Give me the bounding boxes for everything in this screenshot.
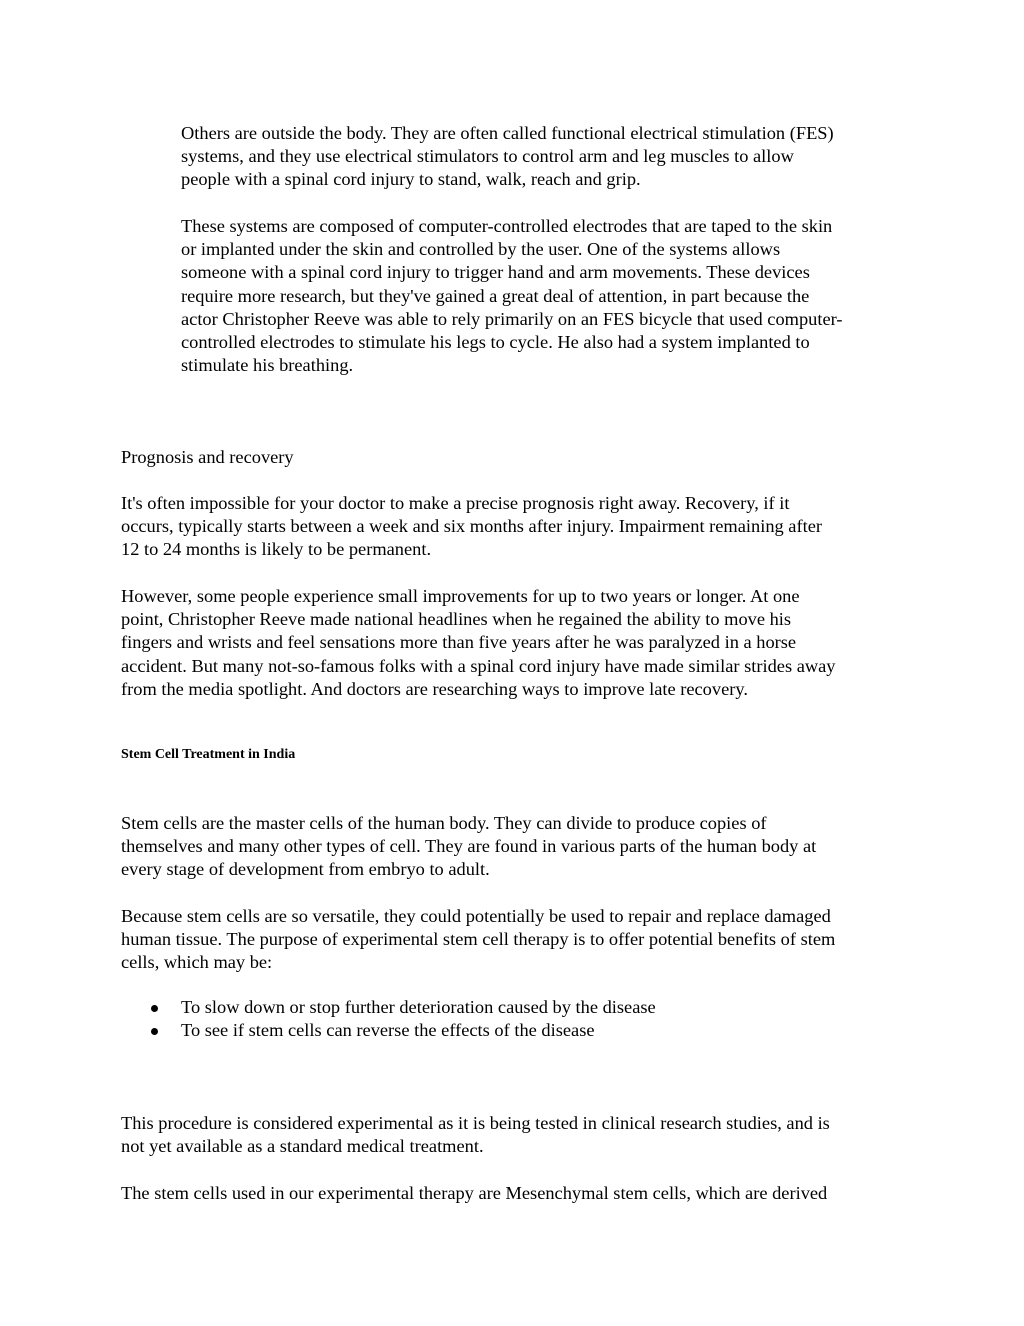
heading-prognosis (121, 446, 294, 469)
paragraph-fes-outside-body (181, 122, 834, 192)
paragraph-prognosis-2 (121, 585, 836, 701)
text-line: systems, and they use electrical stimulators to control arm and leg muscles to allow (181, 146, 794, 167)
bullet-icon (151, 1028, 158, 1035)
text-line: Because stem cells are so versatile, they could potentially be used to repair and replace damaged (121, 906, 831, 926)
text-line: every stage of development from embryo to adult. (121, 859, 490, 880)
heading-text: Stem Cell Treatment in India (121, 747, 296, 762)
text-line: accident. But many not-so-famous folks with a spinal cord injury have made similar strides away (121, 655, 836, 676)
text-line: themselves and many other types of cell. They are found in various parts of the human body at (121, 836, 817, 857)
paragraph-mesenchymal (121, 1182, 827, 1205)
text-line: However, some people experience small improvements for up to two years or longer. At one (121, 586, 800, 606)
list-item-text: To see if stem cells can reverse the effects of the disease (181, 1020, 595, 1040)
text-line: These systems are composed of computer-controlled electrodes that are taped to the skin (181, 216, 833, 236)
paragraph-stem-cells-versatile (121, 905, 835, 975)
text-line: someone with a spinal cord injury to trigger hand and arm movements. These devices (181, 262, 810, 283)
text-line: occurs, typically starts between a week and six months after injury. Impairment remaining after (121, 516, 822, 537)
text-line: people with a spinal cord injury to stand, walk, reach and grip. (181, 169, 641, 190)
text-line: It's often impossible for your doctor to make a precise prognosis right away. Recovery, if it (121, 493, 790, 513)
list-item-text: To slow down or stop further deterioration caused by the disease (181, 997, 656, 1017)
text-line: This procedure is considered experimental as it is being tested in clinical research studies, and is (121, 1113, 830, 1133)
text-line: The stem cells used in our experimental therapy are Mesenchymal stem cells, which are derived (121, 1183, 828, 1203)
heading-text: Prognosis and recovery (121, 447, 294, 467)
text-line: require more research, but they've gained a great deal of attention, in part because the (181, 285, 810, 306)
text-line: point, Christopher Reeve made national headlines when he regained the ability to move his (121, 609, 792, 630)
text-line: Others are outside the body. They are often called functional electrical stimulation (FES) (181, 123, 834, 143)
heading-stem-cell-treatment (121, 746, 295, 764)
text-line: or implanted under the skin and controlled by the user. One of the systems allows (181, 239, 781, 260)
bullet-icon (151, 1005, 158, 1012)
paragraph-fes-systems (181, 215, 843, 377)
text-line: cells, which may be: (121, 952, 273, 973)
text-line: actor Christopher Reeve was able to rely primarily on an FES bicycle that used computer- (181, 308, 843, 329)
text-line: not yet available as a standard medical treatment. (121, 1136, 484, 1157)
text-line: human tissue. The purpose of experimental stem cell therapy is to offer potential benefits of stem (121, 929, 836, 950)
text-line: stimulate his breathing. (181, 355, 354, 376)
text-line: fingers and wrists and feel sensations more than five years after he was paralyzed in a horse (121, 632, 797, 653)
text-line: from the media spotlight. And doctors are researching ways to improve late recovery. (121, 678, 748, 699)
text-line: Stem cells are the master cells of the human body. They can divide to produce copies of (121, 813, 767, 833)
paragraph-prognosis-1 (121, 492, 822, 562)
paragraph-stem-cells-master (121, 812, 816, 882)
text-line: 12 to 24 months is likely to be permanent. (121, 539, 432, 560)
text-line: controlled electrodes to stimulate his legs to cycle. He also had a system implanted to (181, 332, 810, 353)
paragraph-experimental (121, 1112, 830, 1158)
